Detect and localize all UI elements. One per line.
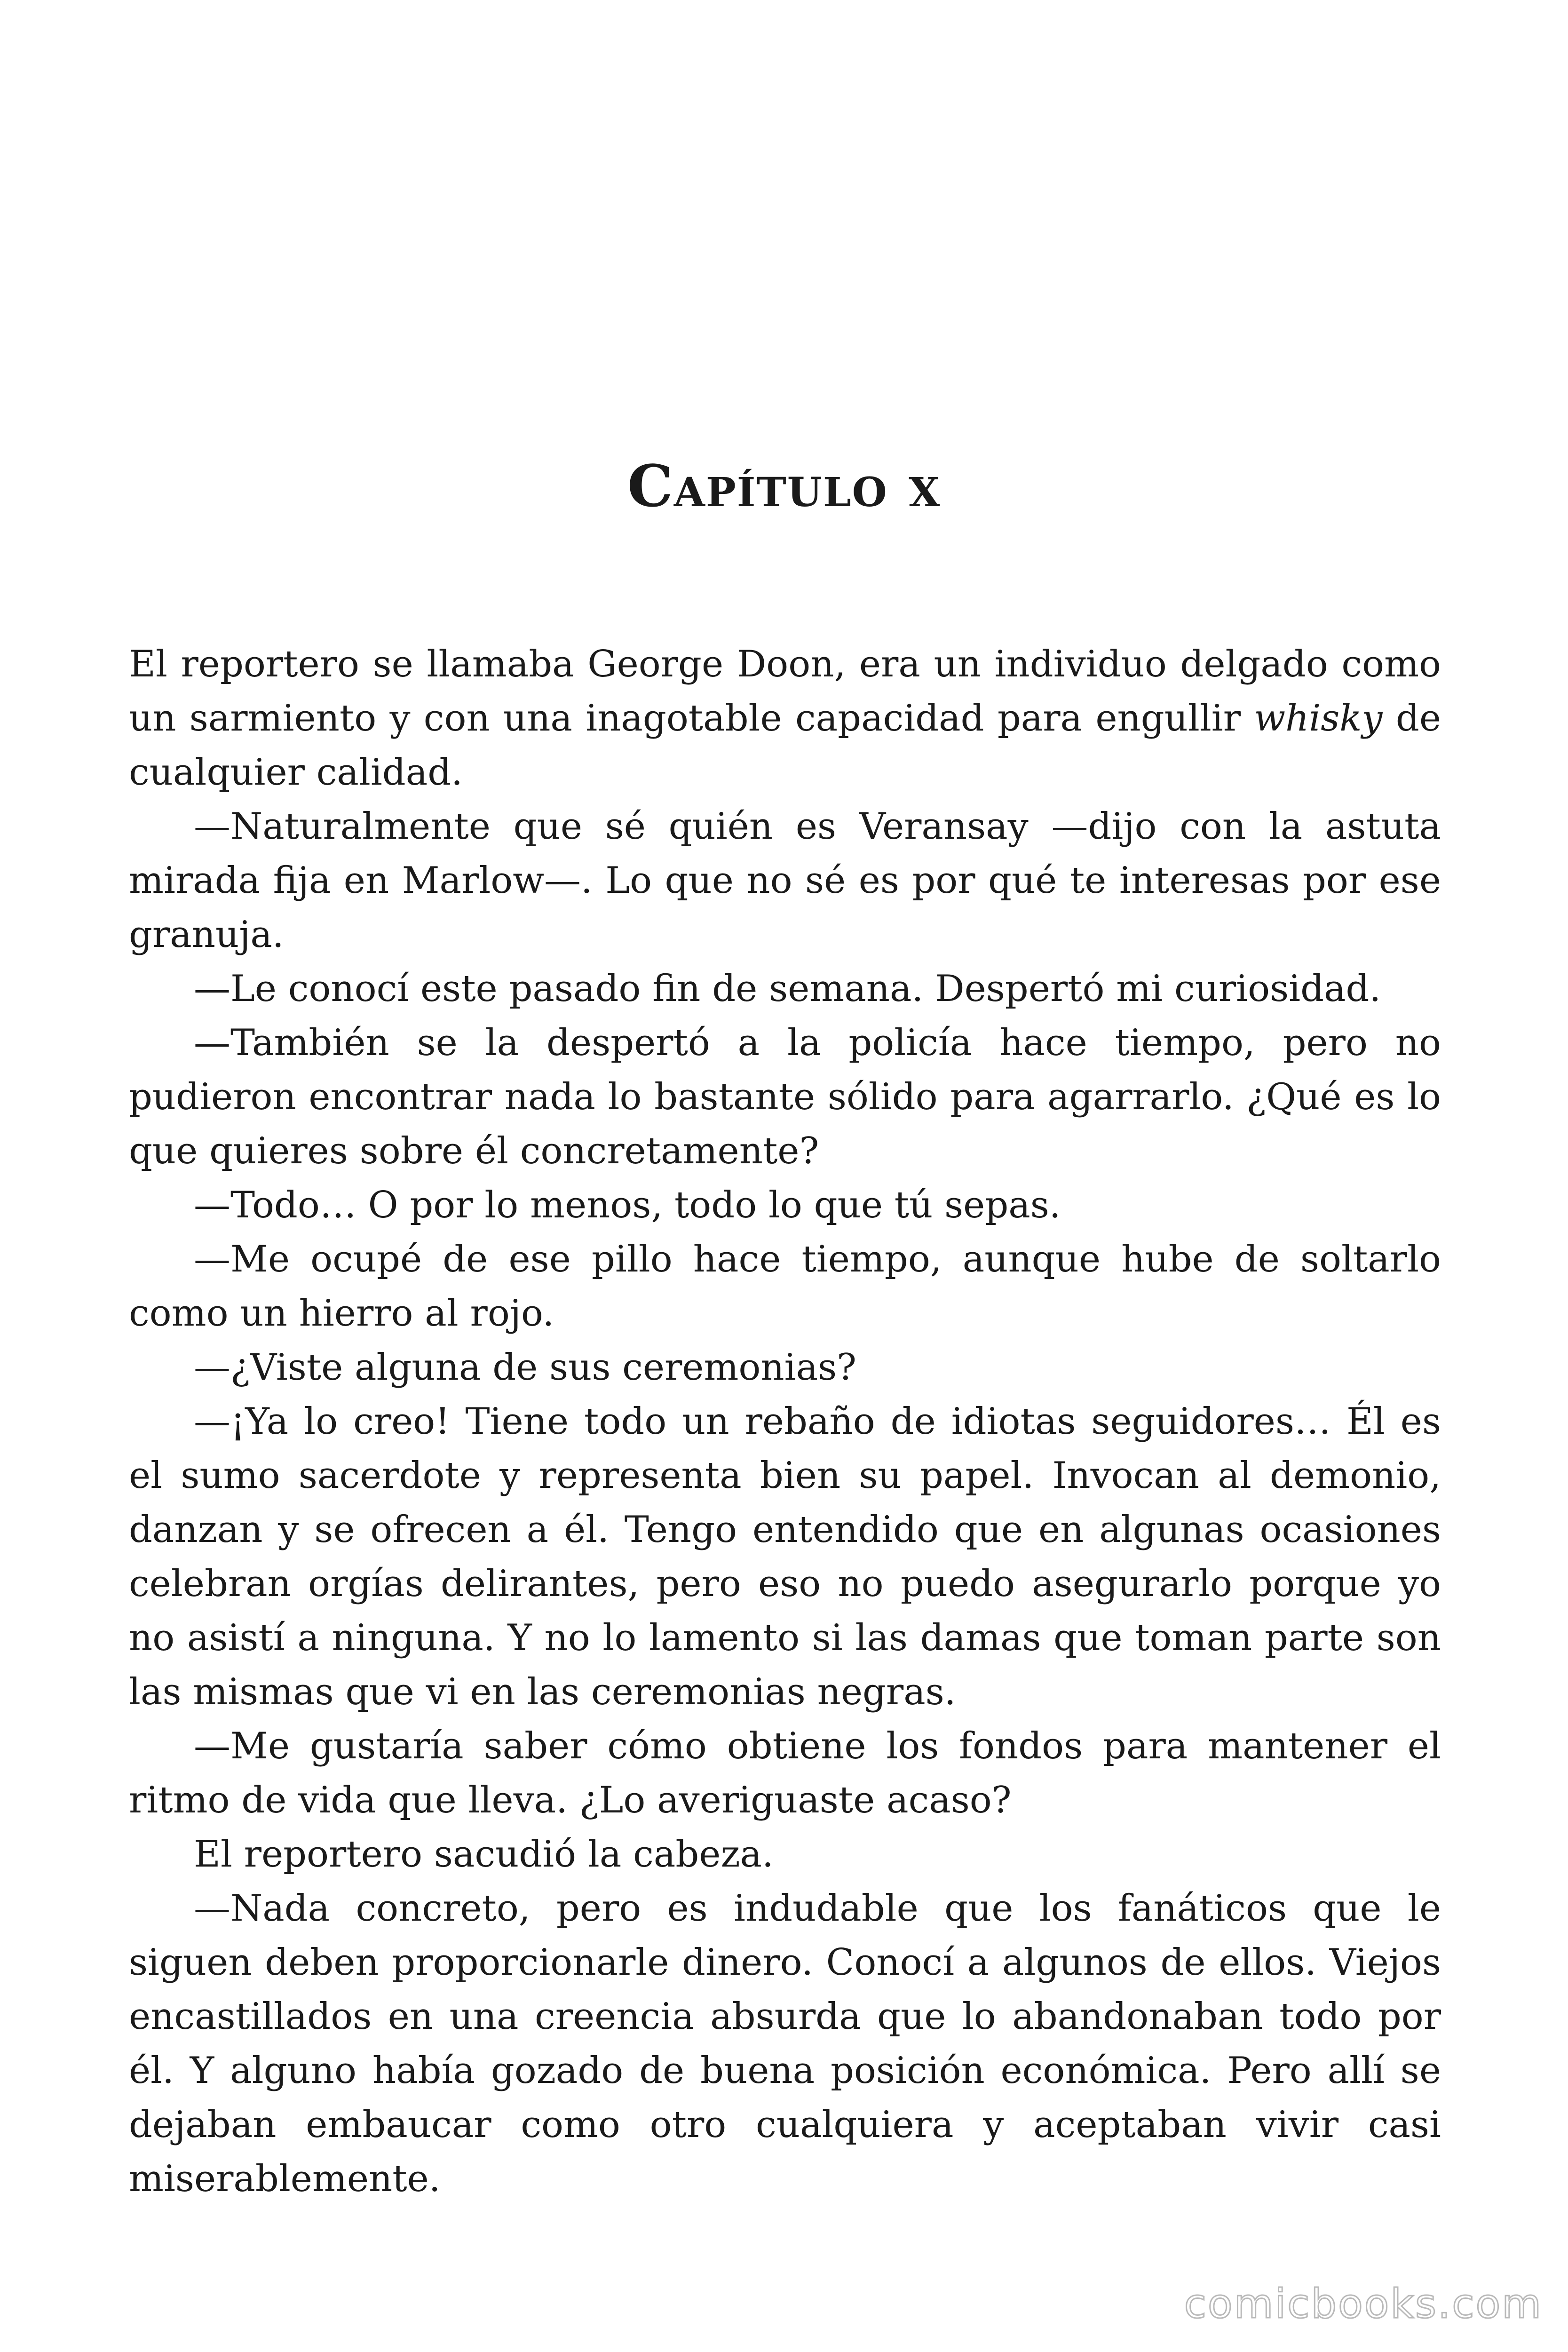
paragraph-7: —¿Viste alguna de sus ceremonias? — [194, 1346, 856, 1389]
chapter-title — [0, 452, 1568, 520]
paragraph-1-after: de cualquier calidad. — [129, 697, 1441, 794]
watermark-logo: comicbooks.com — [1184, 2280, 1543, 2328]
paragraph-11: —Nada concreto, pero es indudable que los fanáticos que le siguen deben proporcionarle dinero. Conocí a algunos de ellos. Viejos encastillados en una creencia absurda que lo abandonaban todo por él. Y alguno había gozado de buena posición económica. Pero allí se dejaban embaucar como otro cualquiera y aceptaban vivir casi miserablemente. — [129, 1887, 1441, 2200]
chapter-title-text: Capítulo x — [627, 452, 941, 520]
paragraph-1-before: El reportero se llamaba George Doon, era un individuo delgado como un sarmiento y con una inagotable capacidad para engullir — [129, 643, 1441, 739]
paragraph-1 — [129, 637, 1441, 800]
paragraph-5: —Todo… O por lo menos, todo lo que tú sepas. — [194, 1184, 1061, 1226]
paragraph-10: El reportero sacudió la cabeza. — [194, 1833, 774, 1875]
paragraph-8: —¡Ya lo creo! Tiene todo un rebaño de idiotas seguidores… Él es el sumo sacerdote y representa bien su papel. Invocan al demonio, danzan y se ofrecen a él. Tengo entendido que en algunas ocasiones celebran orgías delirantes, pero eso no puedo asegurarlo porque yo no asistí a ninguna. Y no lo lamento si las damas que toman parte son las mismas que vi en las ceremonias negras. — [129, 1400, 1441, 1713]
chapter-body — [129, 637, 1441, 2206]
paragraph-6: —Me ocupé de ese pillo hace tiempo, aunque hube de soltarlo como un hierro al rojo. — [129, 1238, 1441, 1335]
paragraph-1-emphasis: whisky — [1254, 697, 1383, 739]
paragraph-4: —También se la despertó a la policía hace tiempo, pero no pudieron encontrar nada lo bastante sólido para agarrarlo. ¿Qué es lo que quieres sobre él concretamente? — [129, 1022, 1441, 1172]
paragraph-3: —Le conocí este pasado fin de semana. Despertó mi curiosidad. — [194, 968, 1381, 1010]
paragraph-2: —Naturalmente que sé quién es Veransay —dijo con la astuta mirada fija en Marlow—. Lo que no sé es por qué te interesas por ese granuja. — [129, 805, 1441, 956]
paragraph-9: —Me gustaría saber cómo obtiene los fondos para mantener el ritmo de vida que lleva. ¿Lo averiguaste acaso? — [129, 1725, 1441, 1821]
